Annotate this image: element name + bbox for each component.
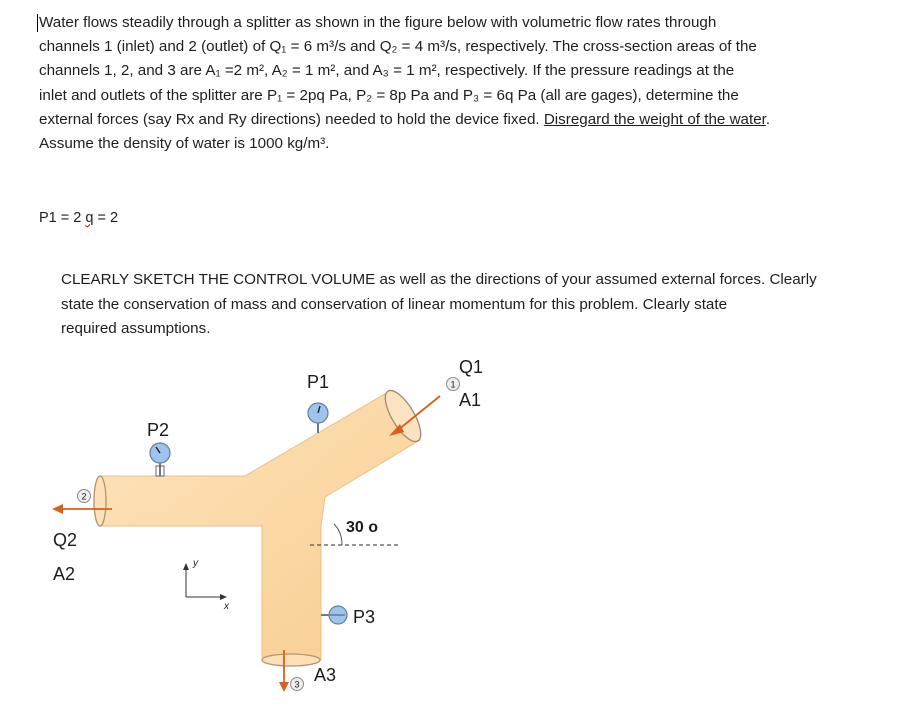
port-1-number: 1 (450, 379, 456, 390)
problem-line-4: inlet and outlets of the splitter are P₁ = 2pq Pa, P₂ = 8p Pa and P₃ = 6q Pa (all are gages), determine the (39, 86, 739, 104)
angle-arc (334, 524, 342, 545)
underlined-note: Disregard the weight of the water (543, 110, 766, 128)
problem-statement (39, 11, 881, 156)
pressure-gauge-p3 (321, 606, 347, 624)
label-p2: P2 (147, 420, 170, 440)
problem-line-3: channels 1, 2, and 3 are A₁ =2 m², A₂ = 1 m², and A₃ = 1 m², respectively. If the pressure readings at the (39, 62, 735, 80)
port-2-number: 2 (81, 491, 87, 502)
port-1-marker (447, 378, 460, 391)
label-p1: P1 (307, 372, 330, 392)
instructions (61, 268, 876, 342)
port-3-number: 3 (294, 679, 300, 690)
label-p3: P3 (353, 607, 376, 627)
problem-line-2: channels 1 (inlet) and 2 (outlet) of Q₁ = 6 m³/s and Q₂ = 4 m³/s, respectively. The cross-section areas of the (39, 38, 757, 56)
problem-line-1: Water flows steadily through a splitter as shown in the figure below with volumetric flow rates through (39, 14, 717, 31)
axis-y-label: y (193, 558, 198, 569)
problem-line-5-end: . (765, 110, 771, 128)
splitter-figure (0, 340, 901, 722)
text-cursor (37, 14, 38, 32)
problem-line-5-text: external forces (say Rx and Ry directions) needed to hold the device fixed. (39, 110, 544, 128)
problem-line-5 (39, 108, 881, 132)
given-rest: = 2 (93, 210, 119, 226)
outlet2-end-cap (94, 476, 106, 526)
axis-x-label: x (224, 601, 229, 612)
problem-line-6: Assume the density of water is 1000 kg/m³. (39, 135, 330, 153)
instruction-line-2: state the conservation of mass and conservation of linear momentum for this problem. Clearly state (61, 295, 728, 313)
label-a1: A1 (459, 390, 482, 410)
label-angle: 30 o (346, 519, 379, 536)
instruction-line-1: CLEARLY SKETCH THE CONTROL VOLUME as well as the directions of your assumed external forces. Clearly (61, 271, 817, 288)
port-3-marker (291, 678, 304, 691)
label-q1: Q1 (459, 357, 484, 377)
instruction-line-3: required assumptions. (61, 320, 211, 337)
given-p-part: P1 = 2 (39, 210, 86, 226)
label-a3: A3 (314, 665, 337, 685)
given-q-part: q (85, 210, 94, 226)
outlet3-end-cap (262, 654, 320, 666)
port-2-marker (78, 490, 91, 503)
given-values (39, 210, 118, 226)
coordinate-axes (183, 558, 230, 612)
label-a2: A2 (53, 564, 76, 584)
label-q2: Q2 (53, 530, 78, 550)
pressure-gauge-p2 (150, 443, 170, 476)
